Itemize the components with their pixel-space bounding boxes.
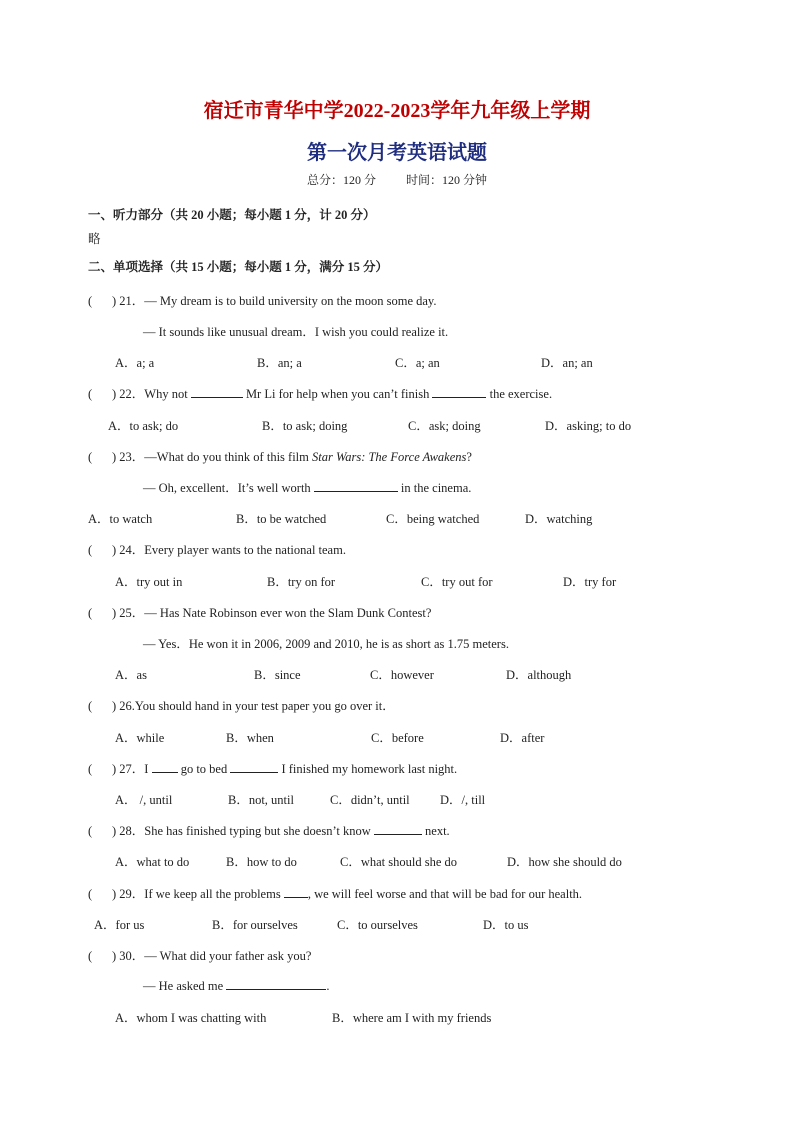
question-29-option-b: B．for ourselves — [212, 918, 298, 932]
exam-time: 时间：120 分钟 — [406, 173, 488, 187]
question-26-option-d: D．after — [500, 731, 545, 745]
question-29-option-d: D．to us — [483, 918, 529, 932]
question-27-option-b: B．not, until — [228, 793, 294, 807]
question-21-reply: — It sounds like unusual dream．I wish you could realize it. — [143, 325, 449, 339]
document-title: 宿迁市青华中学2022-2023学年九年级上学期 — [203, 100, 591, 122]
question-29-stem: ( ) 29．If we keep all the problems , we will feel worse and that will be bad for our health. — [88, 887, 583, 901]
answer-blank — [314, 479, 398, 492]
question-28-option-d: D．how she should do — [507, 855, 622, 869]
question-29-option-c: C．to ourselves — [337, 918, 418, 932]
film-title: Star Wars: The Force Awakens — [311, 450, 467, 464]
question-30-option-b: B．where am I with my friends — [332, 1011, 492, 1025]
listening-omitted-note: 略 — [88, 232, 101, 246]
question-25-option-a: A．as — [115, 668, 147, 682]
question-29-option-a: A．for us — [94, 918, 145, 932]
question-22-option-a: A．to ask; do — [108, 419, 179, 433]
answer-blank — [374, 822, 422, 835]
question-24-option-c: C．try out for — [421, 575, 493, 589]
question-24-option-b: B．try on for — [267, 575, 336, 589]
question-24-option-a: A．try out in — [115, 575, 183, 589]
exam-meta — [0, 171, 794, 188]
question-22-stem: ( ) 22．Why not Mr Li for help when you can’t finish the exercise. — [88, 387, 553, 401]
question-26-stem: ( ) 26.You should hand in your test paper you go over it． — [88, 699, 395, 713]
question-21-stem: ( ) 21．— My dream is to build university on the moon some day. — [88, 294, 437, 308]
question-26-option-c: C．before — [371, 731, 424, 745]
question-21-option-b: B．an; a — [257, 356, 302, 370]
question-25-reply: — Yes．He won it in 2006, 2009 and 2010, he is as short as 1.75 meters. — [143, 637, 509, 651]
question-21-option-a: A．a; a — [115, 356, 155, 370]
question-30-reply: — He asked me . — [143, 979, 330, 993]
question-28-option-b: B．how to do — [226, 855, 297, 869]
answer-blank — [284, 885, 308, 898]
total-score: 总分：120 分 — [306, 173, 376, 187]
question-23-option-c: C．being watched — [386, 512, 480, 526]
question-27-stem: ( ) 27．I go to bed I finished my homework last night. — [88, 762, 458, 776]
question-28-option-c: C．what should she do — [340, 855, 458, 869]
question-25-option-c: C．however — [370, 668, 434, 682]
answer-blank — [226, 977, 326, 990]
document-subtitle: 第一次月考英语试题 — [307, 142, 487, 164]
question-27-option-d: D．/, till — [440, 793, 486, 807]
question-22-option-d: D．asking; to do — [545, 419, 632, 433]
question-24-stem: ( ) 24．Every player wants to the national team. — [88, 543, 346, 557]
question-30-option-a: A．whom I was chatting with — [115, 1011, 267, 1025]
question-22-option-c: C．ask; doing — [408, 419, 481, 433]
question-23-option-b: B．to be watched — [236, 512, 327, 526]
question-26-option-a: A．while — [115, 731, 165, 745]
question-23-option-a: A．to watch — [88, 512, 153, 526]
question-22-option-b: B．to ask; doing — [262, 419, 348, 433]
question-30-stem: ( ) 30．— What did your father ask you? — [88, 949, 312, 963]
question-28-stem: ( ) 28．She has finished typing but she doesn’t know next. — [88, 824, 450, 838]
question-23-stem: ( ) 23．—What do you think of this film Star Wars: The Force Awakens? — [88, 450, 472, 464]
question-27-option-a: A． /, until — [115, 793, 173, 807]
answer-blank — [230, 760, 278, 773]
answer-blank — [152, 760, 178, 773]
section-listening-heading: 一、听力部分（共 20 小题；每小题 1 分，计 20 分） — [88, 208, 376, 222]
question-21-option-d: D．an; an — [541, 356, 593, 370]
question-23-reply: — Oh, excellent．It’s well worth in the cinema. — [143, 481, 472, 495]
question-25-option-d: D．although — [506, 668, 572, 682]
question-21-option-c: C．a; an — [395, 356, 440, 370]
question-26-option-b: B．when — [226, 731, 274, 745]
answer-blank — [432, 385, 486, 398]
question-23-option-d: D．watching — [525, 512, 593, 526]
question-27-option-c: C．didn’t, until — [330, 793, 410, 807]
question-25-option-b: B．since — [254, 668, 301, 682]
section-single-choice-heading: 二、单项选择（共 15 小题；每小题 1 分，满分 15 分） — [88, 260, 389, 274]
answer-blank — [191, 385, 243, 398]
question-25-stem: ( ) 25．— Has Nate Robinson ever won the Slam Dunk Contest? — [88, 606, 432, 620]
question-24-option-d: D．try for — [563, 575, 617, 589]
question-28-option-a: A．what to do — [115, 855, 190, 869]
